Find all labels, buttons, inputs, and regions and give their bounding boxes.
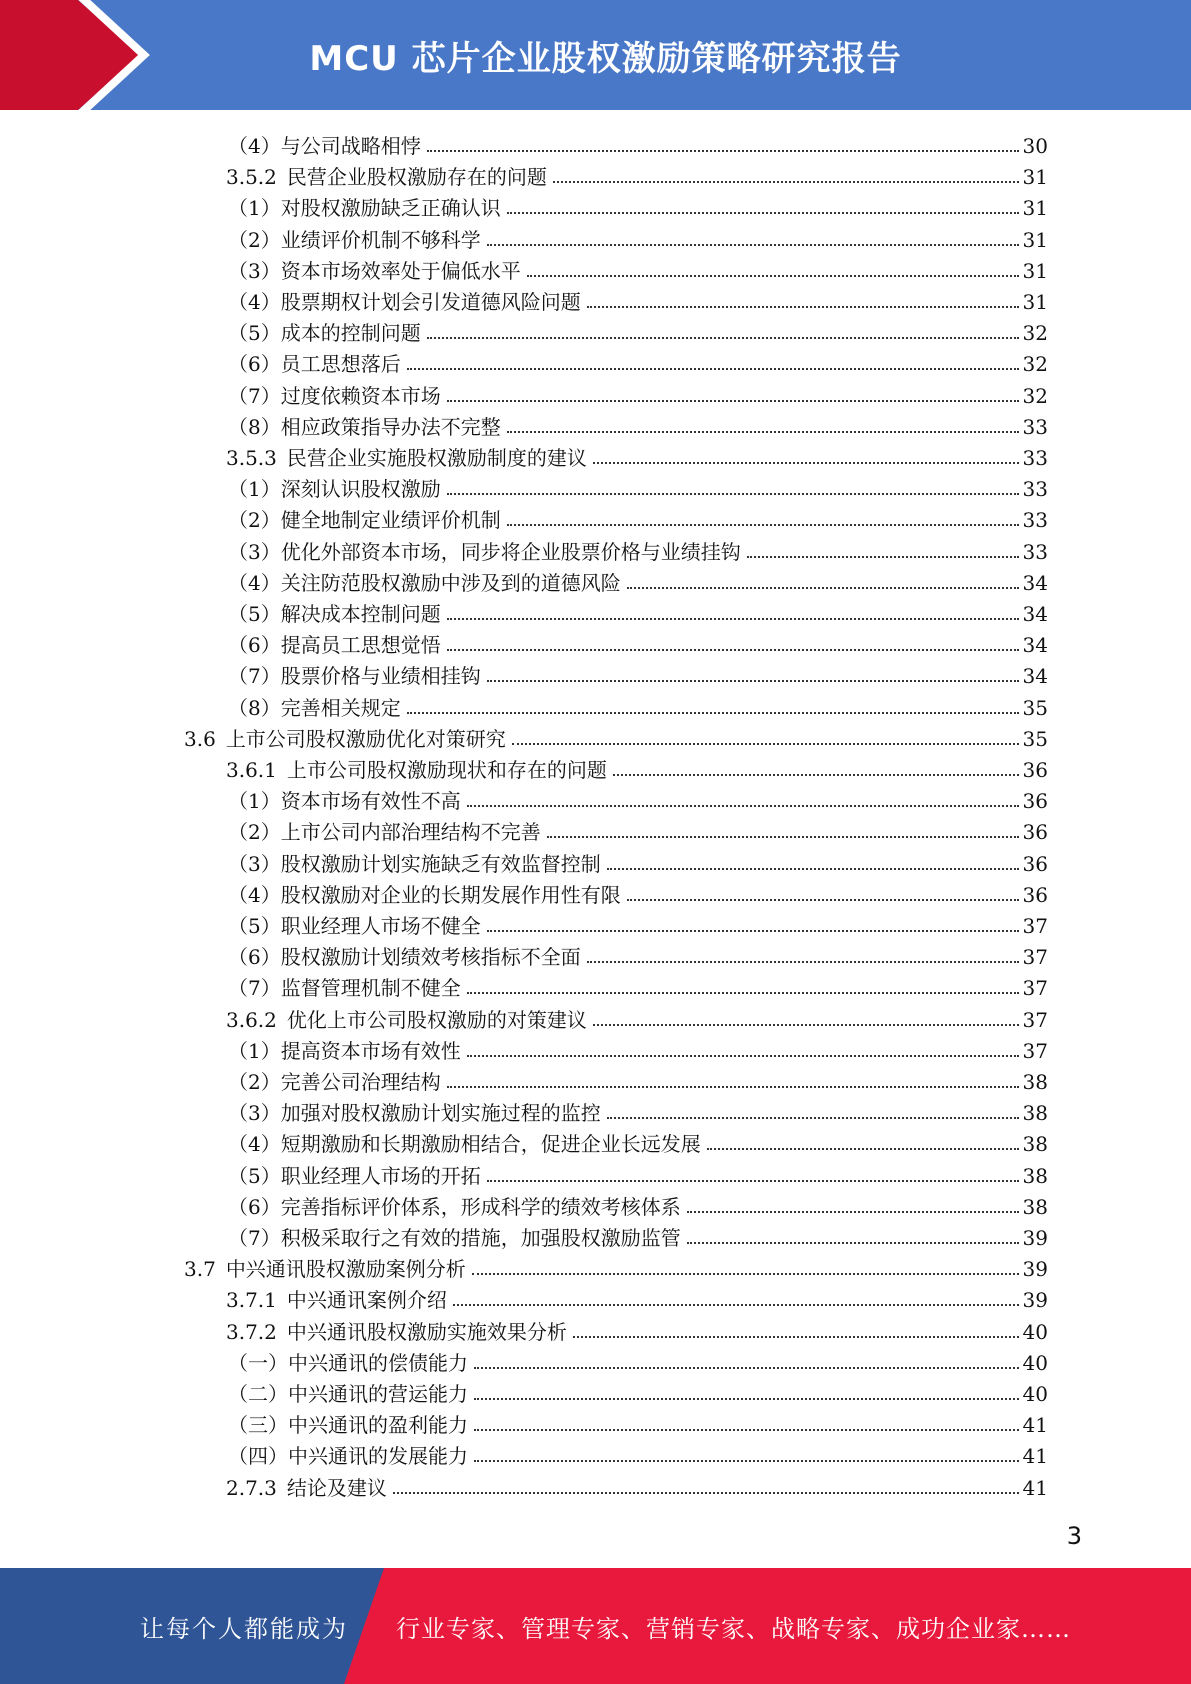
- toc-entry-page: 36: [1022, 883, 1048, 907]
- toc-entry-label: 中兴通讯案例介绍: [286, 1288, 447, 1312]
- toc-dot-leader: [453, 1304, 1019, 1306]
- toc-entry-page: 32: [1022, 384, 1048, 408]
- toc-entry-page: 34: [1022, 602, 1048, 626]
- toc-entry-page: 35: [1022, 696, 1048, 720]
- toc-dot-leader: [573, 1336, 1019, 1338]
- toc-entry-page: 38: [1022, 1164, 1048, 1188]
- toc-entry-page: 37: [1022, 976, 1048, 1000]
- toc-entry-page: 34: [1022, 633, 1048, 657]
- toc-dot-leader: [512, 743, 1019, 745]
- toc-entry[interactable]: [228, 1406, 1048, 1437]
- toc-entry-page: 37: [1022, 945, 1048, 969]
- toc-entry[interactable]: [228, 689, 1048, 720]
- toc-dot-leader: [587, 306, 1019, 308]
- toc-entry-label: （2）上市公司内部治理结构不完善: [228, 820, 541, 844]
- toc-entry-label: （8）完善相关规定: [228, 696, 401, 720]
- toc-entry[interactable]: [228, 501, 1048, 532]
- toc-entry-page: 40: [1022, 1351, 1048, 1375]
- toc-entry-label: （三）中兴通讯的盈利能力: [228, 1413, 468, 1437]
- toc-dot-leader: [474, 1367, 1019, 1369]
- toc-entry[interactable]: [228, 595, 1048, 626]
- toc-entry-label: 民营企业股权激励存在的问题: [286, 165, 547, 189]
- toc-entry[interactable]: [226, 751, 1048, 782]
- toc-entry-page: 38: [1022, 1132, 1048, 1156]
- toc-entry-page: 38: [1022, 1195, 1048, 1219]
- toc-entry-page: 31: [1022, 228, 1048, 252]
- toc-dot-leader: [407, 712, 1019, 714]
- toc-entry[interactable]: [228, 1125, 1048, 1156]
- toc-entry[interactable]: [228, 1157, 1048, 1188]
- toc-dot-leader: [447, 493, 1019, 495]
- page-footer: [0, 1568, 1191, 1684]
- toc-entry-page: 36: [1022, 789, 1048, 813]
- toc-entry-label: 民营企业实施股权激励制度的建议: [286, 446, 587, 470]
- toc-entry-number: 3.7.1: [226, 1288, 277, 1312]
- toc-entry-label: （6）提高员工思想觉悟: [228, 633, 441, 657]
- footer-slogan-right: 行业专家、管理专家、营销专家、战略专家、成功企业家……: [396, 1614, 1071, 1643]
- toc-entry[interactable]: [184, 1250, 1048, 1281]
- toc-entry-label: （7）过度依赖资本市场: [228, 384, 441, 408]
- toc-dot-leader: [507, 212, 1019, 214]
- toc-dot-leader: [507, 431, 1019, 433]
- toc-dot-leader: [447, 400, 1019, 402]
- toc-entry-label: （7）监督管理机制不健全: [228, 976, 461, 1000]
- toc-dot-leader: [447, 649, 1019, 651]
- toc-entry[interactable]: [226, 158, 1048, 189]
- toc-entry-page: 33: [1022, 415, 1048, 439]
- toc-entry-number: 3.7.2: [226, 1320, 277, 1344]
- toc-entry-label: 中兴通讯股权激励实施效果分析: [286, 1320, 567, 1344]
- page-number: 3: [1066, 1522, 1082, 1550]
- toc-entry-page: 39: [1022, 1257, 1048, 1281]
- toc-entry-page: 35: [1022, 727, 1048, 751]
- toc-dot-leader: [467, 805, 1019, 807]
- toc-entry-page: 37: [1022, 1039, 1048, 1063]
- toc-entry[interactable]: [228, 876, 1048, 907]
- toc-dot-leader: [487, 244, 1019, 246]
- toc-entry-page: 41: [1022, 1444, 1048, 1468]
- toc-entry[interactable]: [228, 1063, 1048, 1094]
- toc-dot-leader: [393, 1492, 1019, 1494]
- toc-entry[interactable]: [228, 813, 1048, 844]
- toc-entry[interactable]: [228, 782, 1048, 813]
- toc-dot-leader: [467, 1055, 1019, 1057]
- toc-dot-leader: [472, 1273, 1019, 1275]
- toc-entry[interactable]: [228, 1344, 1048, 1375]
- toc-entry-number: 2.7.3: [226, 1476, 277, 1500]
- toc-entry-label: （2）健全地制定业绩评价机制: [228, 508, 501, 532]
- toc-entry-label: （四）中兴通讯的发展能力: [228, 1444, 468, 1468]
- toc-dot-leader: [553, 181, 1019, 183]
- toc-dot-leader: [687, 1211, 1019, 1213]
- toc-entry-label: （一）中兴通讯的偿债能力: [228, 1351, 468, 1375]
- toc-entry-page: 30: [1022, 134, 1048, 158]
- toc-entry[interactable]: [226, 1313, 1048, 1344]
- toc-entry[interactable]: [228, 314, 1048, 345]
- toc-entry-page: 32: [1022, 321, 1048, 345]
- toc-entry[interactable]: [228, 1032, 1048, 1063]
- toc-entry[interactable]: [228, 533, 1048, 564]
- toc-entry[interactable]: [228, 189, 1048, 220]
- toc-entry-page: 36: [1022, 758, 1048, 782]
- toc-dot-leader: [487, 930, 1019, 932]
- toc-entry[interactable]: [226, 1281, 1048, 1312]
- toc-entry[interactable]: [228, 969, 1048, 1000]
- toc-entry-page: 34: [1022, 571, 1048, 595]
- toc-entry[interactable]: [228, 1188, 1048, 1219]
- toc-entry-label: （4）股票期权计划会引发道德风险问题: [228, 290, 581, 314]
- toc-entry-page: 40: [1022, 1320, 1048, 1344]
- toc-entry-label: （1）提高资本市场有效性: [228, 1039, 461, 1063]
- toc-dot-leader: [467, 992, 1019, 994]
- toc-dot-leader: [507, 524, 1019, 526]
- toc-entry-page: 40: [1022, 1382, 1048, 1406]
- toc-entry[interactable]: [228, 252, 1048, 283]
- toc-entry-label: （5）职业经理人市场不健全: [228, 914, 481, 938]
- toc-entry-label: （1）对股权激励缺乏正确认识: [228, 196, 501, 220]
- toc-entry-page: 36: [1022, 852, 1048, 876]
- toc-entry-label: （4）股权激励对企业的长期发展作用性有限: [228, 883, 621, 907]
- toc-dot-leader: [427, 150, 1019, 152]
- toc-entry[interactable]: [226, 439, 1048, 470]
- toc-entry-number: 3.7: [184, 1257, 216, 1281]
- toc-entry-label: （1）深刻认识股权激励: [228, 477, 441, 501]
- toc-dot-leader: [487, 680, 1019, 682]
- toc-dot-leader: [607, 1117, 1019, 1119]
- toc-entry-page: 38: [1022, 1101, 1048, 1125]
- toc-entry[interactable]: [228, 907, 1048, 938]
- toc-entry-label: （5）成本的控制问题: [228, 321, 421, 345]
- toc-entry-label: （5）职业经理人市场的开拓: [228, 1164, 481, 1188]
- toc-entry-label: （8）相应政策指导办法不完整: [228, 415, 501, 439]
- toc-entry[interactable]: [228, 345, 1048, 376]
- toc-entry-label: （3）资本市场效率处于偏低水平: [228, 259, 521, 283]
- toc-dot-leader: [487, 1180, 1019, 1182]
- toc-dot-leader: [427, 337, 1019, 339]
- toc-dot-leader: [474, 1398, 1019, 1400]
- toc-entry[interactable]: [228, 1219, 1048, 1250]
- toc-dot-leader: [593, 1024, 1019, 1026]
- toc-entry-label: （7）股票价格与业绩相挂钩: [228, 664, 481, 688]
- toc-entry-label: （6）完善指标评价体系，形成科学的绩效考核体系: [228, 1195, 681, 1219]
- toc-dot-leader: [707, 1148, 1019, 1150]
- toc-dot-leader: [527, 275, 1019, 277]
- toc-entry-label: （二）中兴通讯的营运能力: [228, 1382, 468, 1406]
- toc-entry-label: （3）优化外部资本市场，同步将企业股票价格与业绩挂钩: [228, 540, 741, 564]
- footer-slogan-left: 让每个人都能成为: [140, 1614, 348, 1643]
- toc-entry-label: （6）员工思想落后: [228, 352, 401, 376]
- toc-entry[interactable]: [228, 1375, 1048, 1406]
- toc-entry[interactable]: [228, 127, 1048, 158]
- toc-entry-page: 31: [1022, 165, 1048, 189]
- toc-entry[interactable]: [228, 1437, 1048, 1468]
- toc-entry-number: 3.6.2: [226, 1008, 277, 1032]
- toc-entry-label: （4）与公司战略相悖: [228, 134, 421, 158]
- toc-entry[interactable]: [228, 377, 1048, 408]
- toc-entry-page: 34: [1022, 664, 1048, 688]
- toc-entry-label: （4）关注防范股权激励中涉及到的道德风险: [228, 571, 621, 595]
- report-title: MCU 芯片企业股权激励策略研究报告: [309, 38, 902, 79]
- toc-entry-label: （2）完善公司治理结构: [228, 1070, 441, 1094]
- toc-entry-number: 3.5.2: [226, 165, 277, 189]
- toc-dot-leader: [687, 1242, 1019, 1244]
- toc-entry-page: 37: [1022, 914, 1048, 938]
- toc-entry-page: 41: [1022, 1476, 1048, 1500]
- toc-dot-leader: [747, 556, 1019, 558]
- toc-entry-label: 结论及建议: [286, 1476, 387, 1500]
- toc-entry-label: （6）股权激励计划绩效考核指标不全面: [228, 945, 581, 969]
- toc-entry[interactable]: [226, 1469, 1048, 1500]
- toc-dot-leader: [447, 618, 1019, 620]
- toc-entry-page: 37: [1022, 1008, 1048, 1032]
- toc-dot-leader: [613, 774, 1019, 776]
- toc-entry-page: 39: [1022, 1226, 1048, 1250]
- toc-dot-leader: [593, 462, 1019, 464]
- toc-entry-label: （7）积极采取行之有效的措施，加强股权激励监管: [228, 1226, 681, 1250]
- toc-entry-page: 31: [1022, 259, 1048, 283]
- toc-entry[interactable]: [228, 408, 1048, 439]
- toc-entry[interactable]: [228, 845, 1048, 876]
- toc-entry-label: （2）业绩评价机制不够科学: [228, 228, 481, 252]
- toc-dot-leader: [627, 587, 1019, 589]
- toc-entry-label: （3）加强对股权激励计划实施过程的监控: [228, 1101, 601, 1125]
- toc-entry-label: 上市公司股权激励现状和存在的问题: [286, 758, 607, 782]
- toc-entry[interactable]: [228, 221, 1048, 252]
- toc-entry-number: 3.6: [184, 727, 216, 751]
- toc-entry[interactable]: [228, 657, 1048, 688]
- toc-entry-page: 33: [1022, 477, 1048, 501]
- toc-entry-label: （1）资本市场有效性不高: [228, 789, 461, 813]
- toc-entry-page: 33: [1022, 540, 1048, 564]
- toc-entry[interactable]: [228, 1094, 1048, 1125]
- toc-entry-page: 38: [1022, 1070, 1048, 1094]
- toc-entry-page: 32: [1022, 352, 1048, 376]
- toc-entry-number: 3.5.3: [226, 446, 277, 470]
- toc-entry-page: 33: [1022, 446, 1048, 470]
- toc-entry-label: 中兴通讯股权激励案例分析: [225, 1257, 466, 1281]
- toc-dot-leader: [407, 368, 1019, 370]
- toc-entry[interactable]: [228, 938, 1048, 969]
- toc-entry-label: 上市公司股权激励优化对策研究: [225, 727, 506, 751]
- toc-entry[interactable]: [228, 283, 1048, 314]
- toc-dot-leader: [474, 1429, 1019, 1431]
- toc-dot-leader: [627, 899, 1019, 901]
- toc-entry[interactable]: [184, 720, 1048, 751]
- toc-dot-leader: [447, 1086, 1019, 1088]
- page-header: [0, 0, 1191, 110]
- toc-entry-page: 39: [1022, 1288, 1048, 1312]
- toc-entry-number: 3.6.1: [226, 758, 277, 782]
- toc-dot-leader: [547, 836, 1019, 838]
- toc-entry-label: （5）解决成本控制问题: [228, 602, 441, 626]
- toc-dot-leader: [607, 868, 1019, 870]
- toc-dot-leader: [474, 1460, 1019, 1462]
- toc-entry-page: 36: [1022, 820, 1048, 844]
- toc-entry[interactable]: [228, 564, 1048, 595]
- toc-entry[interactable]: [228, 626, 1048, 657]
- toc-entry-label: （4）短期激励和长期激励相结合，促进企业长远发展: [228, 1132, 701, 1156]
- toc-entry-page: 41: [1022, 1413, 1048, 1437]
- toc-entry[interactable]: [228, 470, 1048, 501]
- toc-entry[interactable]: [226, 1001, 1048, 1032]
- toc-entry-page: 31: [1022, 196, 1048, 220]
- toc-entry-page: 33: [1022, 508, 1048, 532]
- toc-entry-label: 优化上市公司股权激励的对策建议: [286, 1008, 587, 1032]
- toc-entry-page: 31: [1022, 290, 1048, 314]
- toc-dot-leader: [587, 961, 1019, 963]
- toc-entry-label: （3）股权激励计划实施缺乏有效监督控制: [228, 852, 601, 876]
